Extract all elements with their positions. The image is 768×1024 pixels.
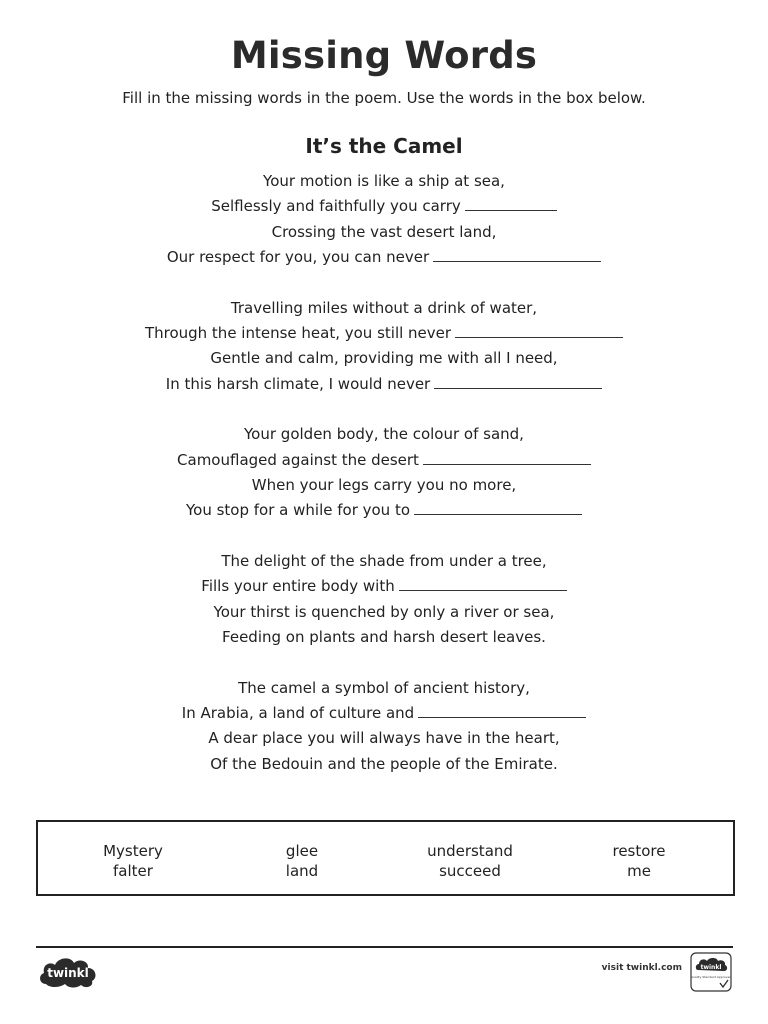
poem-line: [0, 627, 768, 652]
badge-caption-text: Quality Standard Approved: [690, 975, 732, 979]
answer-blank[interactable]: [418, 703, 586, 718]
answer-blank[interactable]: [455, 323, 623, 338]
poem-line: [0, 450, 768, 475]
poem-line: [0, 298, 768, 323]
twinkl-logo: [38, 954, 98, 988]
poem-line: [0, 602, 768, 627]
poem-stanza: [0, 424, 768, 525]
word-bank-column: [395, 841, 545, 881]
answer-blank[interactable]: [423, 450, 591, 465]
poem-line-text: Travelling miles without a drink of water,: [230, 298, 538, 317]
poem-line-text: Of the Bedouin and the people of the Emirate.: [210, 754, 558, 773]
poem-line: [0, 576, 768, 601]
poem-line-text: When your legs carry you no more,: [251, 475, 517, 494]
poem-line: [0, 222, 768, 247]
answer-blank[interactable]: [465, 196, 557, 211]
poem-line-text: A dear place you will always have in the heart,: [208, 729, 560, 748]
word-bank-word: falter: [113, 862, 153, 880]
poem-line: [0, 678, 768, 703]
answer-blank[interactable]: [434, 374, 602, 389]
poem-line: [0, 728, 768, 753]
poem-line: [0, 703, 768, 728]
word-bank-word: me: [627, 862, 651, 880]
page-title: Missing Words: [230, 34, 538, 77]
word-bank-word: restore: [612, 842, 666, 860]
instructions-text: Fill in the missing words in the poem. Use the words in the box below.: [122, 89, 646, 107]
poem-line-text: Your thirst is quenched by only a river or sea,: [213, 602, 555, 621]
word-bank-column: [58, 841, 208, 881]
poem-line-text: In this harsh climate, I would never: [165, 374, 431, 393]
word-bank-word: glee: [285, 842, 319, 860]
poem-line-text: Your golden body, the colour of sand,: [244, 425, 524, 444]
poem-title: It’s the Camel: [305, 134, 463, 158]
poem-line: [0, 551, 768, 576]
poem-line: [0, 247, 768, 272]
quality-badge: [690, 952, 732, 992]
word-bank-word: land: [285, 862, 319, 880]
poem-stanza: [0, 551, 768, 652]
poem-line-text: In Arabia, a land of culture and: [181, 704, 415, 723]
word-bank-word: succeed: [439, 862, 501, 880]
poem-line-text: Camouflaged against the desert: [177, 450, 419, 469]
word-bank-column: [227, 841, 377, 881]
poem-line: [0, 475, 768, 500]
poem-line: [0, 323, 768, 348]
footer-divider: [36, 946, 733, 948]
poem-line-text: Our respect for you, you can never: [166, 247, 430, 266]
word-bank-column: [564, 841, 714, 881]
word-bank-word: Mystery: [103, 842, 163, 860]
poem-stanza: [0, 678, 768, 779]
poem-line-text: You stop for a while for you to: [185, 501, 411, 520]
poem: [0, 171, 768, 804]
poem-stanza: [0, 171, 768, 272]
poem-line-text: Selflessly and faithfully you carry: [211, 197, 461, 216]
answer-blank[interactable]: [399, 576, 567, 591]
poem-line: [0, 374, 768, 399]
answer-blank[interactable]: [414, 500, 582, 515]
poem-line: [0, 171, 768, 196]
poem-line-text: Gentle and calm, providing me with all I need,: [210, 349, 558, 368]
poem-line: [0, 500, 768, 525]
logo-text: twinkl: [47, 966, 89, 980]
poem-line-text: The camel a symbol of ancient history,: [238, 678, 530, 697]
poem-line: [0, 348, 768, 373]
badge-brand-text: twinkl: [700, 964, 722, 971]
poem-stanza: [0, 298, 768, 399]
poem-line-text: The delight of the shade from under a tree,: [221, 552, 547, 571]
poem-line: [0, 424, 768, 449]
poem-line-text: Feeding on plants and harsh desert leaves.: [222, 627, 546, 646]
answer-blank[interactable]: [433, 247, 601, 262]
poem-line: [0, 754, 768, 779]
visit-link[interactable]: visit twinkl.com: [601, 963, 682, 973]
poem-line-text: Fills your entire body with: [201, 577, 395, 596]
word-bank-word: understand: [427, 842, 513, 860]
poem-line: [0, 196, 768, 221]
poem-line-text: Through the intense heat, you still never: [144, 323, 452, 342]
poem-line-text: Your motion is like a ship at sea,: [263, 172, 505, 190]
word-bank-box: [36, 820, 735, 896]
poem-line-text: Crossing the vast desert land,: [271, 222, 497, 241]
